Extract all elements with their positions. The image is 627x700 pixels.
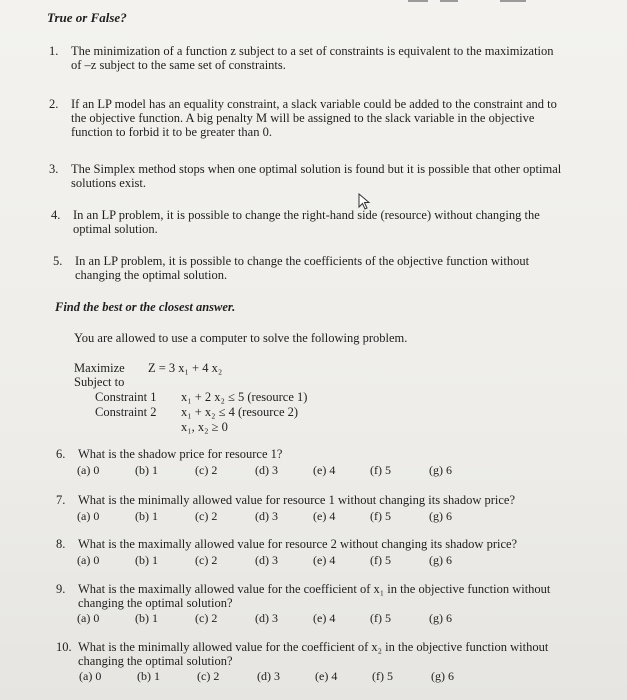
option-a[interactable]: (a) 0 — [77, 463, 100, 477]
option-e[interactable]: (e) 4 — [313, 611, 336, 625]
top-edge-mark — [408, 0, 428, 2]
true-false-header: True or False? — [47, 10, 127, 25]
mouse-pointer-icon — [358, 193, 372, 211]
option-e[interactable]: (e) 4 — [313, 463, 336, 477]
option-a[interactable]: (a) 0 — [77, 611, 100, 625]
option-e[interactable]: (e) 4 — [313, 553, 336, 567]
option-c[interactable]: (c) 2 — [195, 611, 218, 625]
option-b[interactable]: (b) 1 — [135, 463, 158, 477]
option-b[interactable]: (b) 1 — [135, 611, 158, 625]
top-edge-mark — [500, 0, 526, 2]
option-f[interactable]: (f) 5 — [370, 553, 391, 567]
option-a[interactable]: (a) 0 — [79, 669, 102, 683]
option-b[interactable]: (b) 1 — [137, 669, 160, 683]
nonnegativity: x₁, x₂ ≥ 0 — [181, 420, 228, 434]
problem-intro: You are allowed to use a computer to solve the following problem. — [74, 331, 408, 345]
option-c[interactable]: (c) 2 — [195, 553, 218, 567]
option-g[interactable]: (g) 6 — [429, 553, 452, 567]
option-f[interactable]: (f) 5 — [370, 509, 391, 523]
constraint-2-label: Constraint 2 — [95, 405, 157, 419]
option-b[interactable]: (b) 1 — [135, 553, 158, 567]
option-g[interactable]: (g) 6 — [429, 611, 452, 625]
option-e[interactable]: (e) 4 — [313, 509, 336, 523]
subject-to-label: Subject to — [74, 375, 125, 389]
option-g[interactable]: (g) 6 — [429, 463, 452, 477]
worksheet-page: True or False? 1. The minimization of a function z subject to a set of constraints is equivalent to the maximization of –z subject to the same set of constraints. 2. If an LP model has an equality constraint, a slack variable could be added to the constraint and to the objective function. A big penalty M will be assigned to the slack variable in the objective function to forbid it to be greater than 0. 3. The Simplex method stops when one optimal solution is found but it is possible that other optimal solutions exist. 4. In an LP problem, it is possible to change the right-hand side (resource) without changing the optimal solution. 5. In an LP problem, it is possible to change the coefficients of the objective function without changing the optimal solution. Find the best or the closest answer. You are allowed to use a computer to solve the following problem. Maximize Z = 3 x₁ + 4 x₂ Subject to Constraint 1 x₁ + 2 x₂ ≤ 5 (resource 1) Constraint 2 x₁ + x₂ ≤ 4 (resource 2) x₁, x₂ ≥ 0 6. What is the shadow price for resource 1? (a) 0 (b) 1 (c) 2 (d) 3 (e) 4 (f) 5 (g) 6 7. What is the minimally allowed value for resource 1 without changing its shadow price? (a) 0 (b) 1 (c) 2 (d) 3 (e) 4 (f) 5 (g) 6 8. What is the maximally allowed value for resource 2 without changing its shadow price? (a) 0 (b) 1 (c) 2 (d) 3 (e) 4 (f) 5 (g) 6 9. What is the maximally allowed value for the coefficient of x₁ in the objective function without changing the optimal solution? (a) 0 (b) 1 (c) 2 (d) 3 (e) 4 (f) 5 (g) 6 10. What is the minimally allowed value for the coefficient of x₂ in the objective function without changing the optimal solution? (a) 0 (b) 1 (c) 2 (d) 3 (e) 4 (f) 5 (g) 6 — [0, 0, 627, 700]
option-d[interactable]: (d) 3 — [255, 611, 278, 625]
constraint-1-label: Constraint 1 — [95, 390, 157, 404]
objective-function: Z = 3 x₁ + 4 x₂ — [148, 361, 223, 375]
option-d[interactable]: (d) 3 — [255, 553, 278, 567]
maximize-label: Maximize — [74, 361, 125, 375]
option-e[interactable]: (e) 4 — [315, 669, 338, 683]
option-d[interactable]: (d) 3 — [255, 463, 278, 477]
option-b[interactable]: (b) 1 — [135, 509, 158, 523]
option-c[interactable]: (c) 2 — [197, 669, 220, 683]
top-edge-mark — [440, 0, 458, 2]
option-a[interactable]: (a) 0 — [77, 509, 100, 523]
option-d[interactable]: (d) 3 — [257, 669, 280, 683]
option-g[interactable]: (g) 6 — [431, 669, 454, 683]
constraint-1: x₁ + 2 x₂ ≤ 5 (resource 1) — [181, 390, 308, 404]
option-d[interactable]: (d) 3 — [255, 509, 278, 523]
option-g[interactable]: (g) 6 — [429, 509, 452, 523]
constraint-2: x₁ + x₂ ≤ 4 (resource 2) — [181, 405, 299, 419]
multiple-choice-header: Find the best or the closest answer. — [55, 300, 236, 314]
option-c[interactable]: (c) 2 — [195, 463, 218, 477]
option-a[interactable]: (a) 0 — [77, 553, 100, 567]
option-f[interactable]: (f) 5 — [370, 463, 391, 477]
option-f[interactable]: (f) 5 — [370, 611, 391, 625]
option-f[interactable]: (f) 5 — [372, 669, 393, 683]
option-c[interactable]: (c) 2 — [195, 509, 218, 523]
